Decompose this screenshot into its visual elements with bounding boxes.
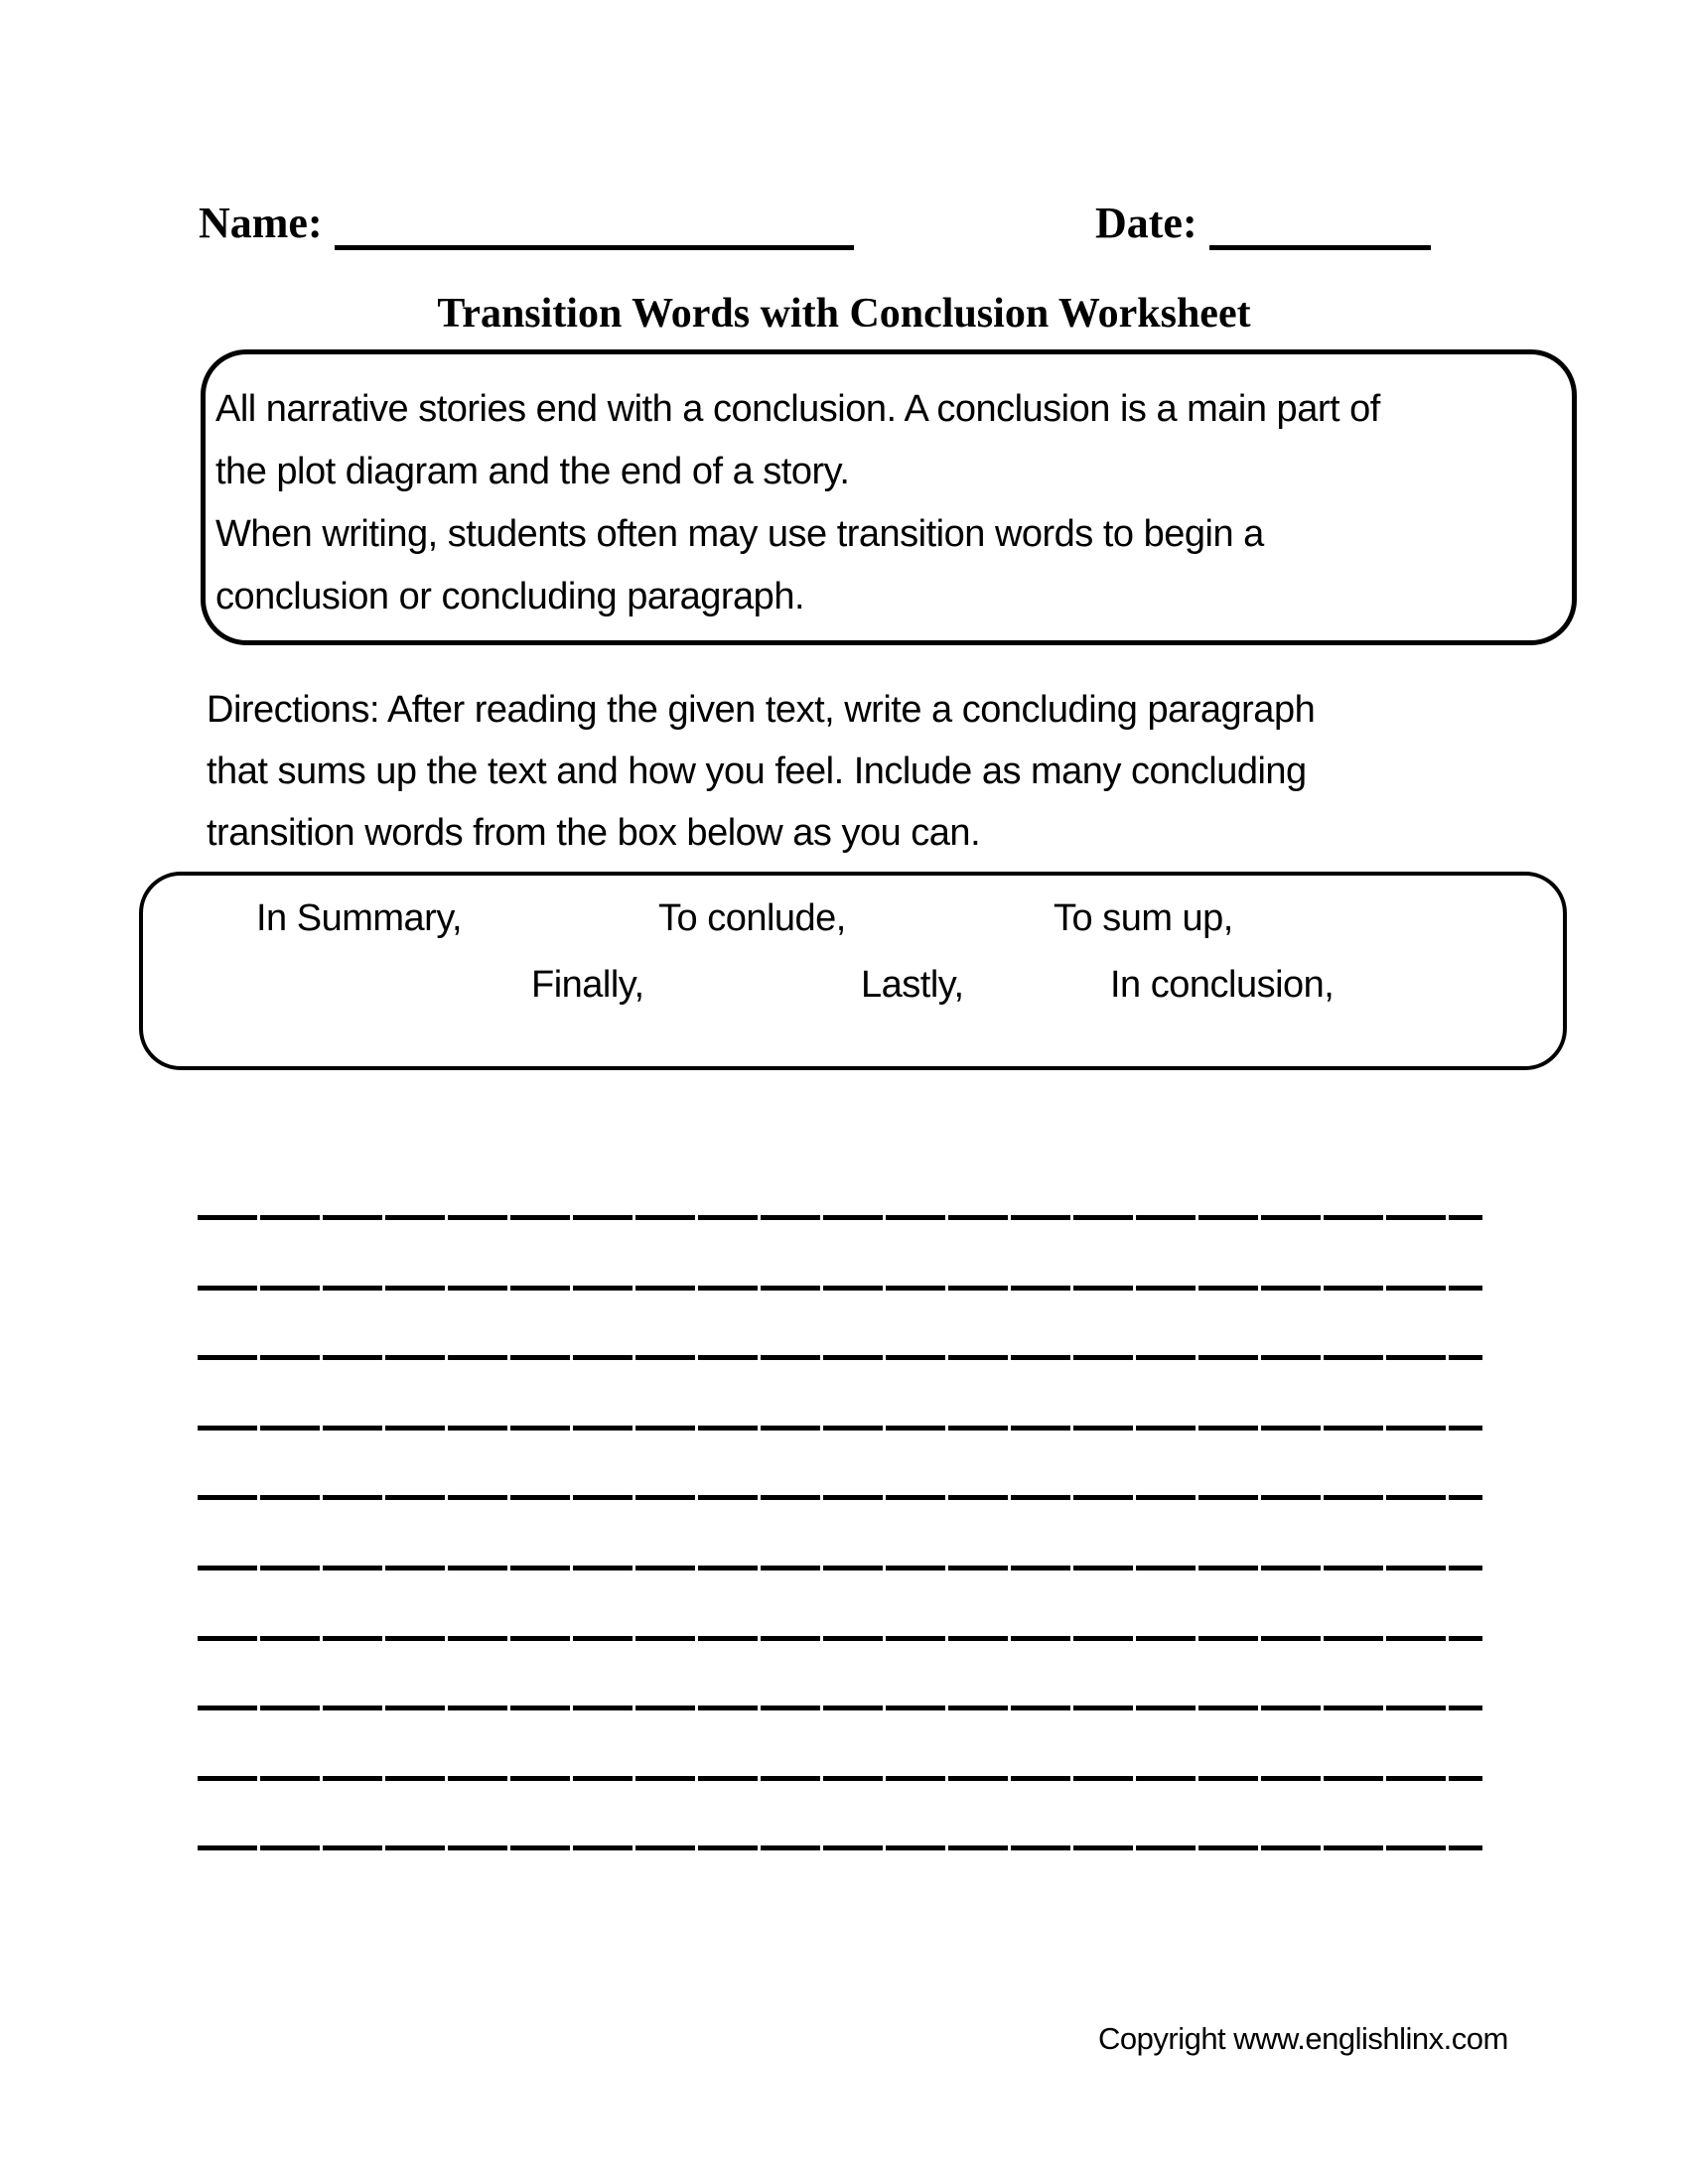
date-blank-line: [1209, 245, 1431, 250]
transition-word: In conclusion,: [1110, 964, 1335, 1006]
writing-line: [198, 1426, 1482, 1431]
writing-line: [198, 1706, 1482, 1710]
date-label: Date:: [1095, 199, 1197, 247]
writing-line: [198, 1636, 1482, 1641]
transition-word: Finally,: [531, 964, 644, 1006]
directions-text: [207, 679, 1597, 864]
intro-text: [215, 378, 1556, 628]
intro-line: When writing, students often may use transition words to begin a: [215, 513, 1264, 555]
name-blank-line: [335, 245, 854, 250]
writing-line: [198, 1845, 1482, 1850]
directions-line: that sums up the text and how you feel. Include as many concluding: [207, 751, 1307, 792]
transition-word-box: [139, 872, 1567, 1070]
writing-line: [198, 1215, 1482, 1220]
writing-line: [198, 1495, 1482, 1500]
transition-word: In Summary,: [256, 897, 463, 939]
name-label: Name:: [199, 199, 323, 247]
copyright-text: Copyright www.englishlinx.com: [1098, 2021, 1508, 2056]
directions-line: Directions: After reading the given text, write a concluding paragraph: [207, 689, 1316, 731]
intro-line: conclusion or concluding paragraph.: [215, 576, 805, 617]
writing-line: [198, 1566, 1482, 1570]
page-title: Transition Words with Conclusion Worksheet: [437, 291, 1251, 337]
intro-line: All narrative stories end with a conclusion. A conclusion is a main part of: [215, 388, 1380, 430]
intro-line: the plot diagram and the end of a story.: [215, 451, 850, 492]
directions-line: transition words from the box below as you can.: [207, 812, 981, 854]
writing-lines: [198, 1215, 1482, 1916]
intro-box: [201, 349, 1577, 645]
writing-line: [198, 1776, 1482, 1781]
transition-word: To conlude,: [658, 897, 846, 939]
transition-word: Lastly,: [861, 964, 964, 1006]
writing-line: [198, 1355, 1482, 1360]
transition-word: To sum up,: [1054, 897, 1233, 939]
writing-line: [198, 1286, 1482, 1291]
